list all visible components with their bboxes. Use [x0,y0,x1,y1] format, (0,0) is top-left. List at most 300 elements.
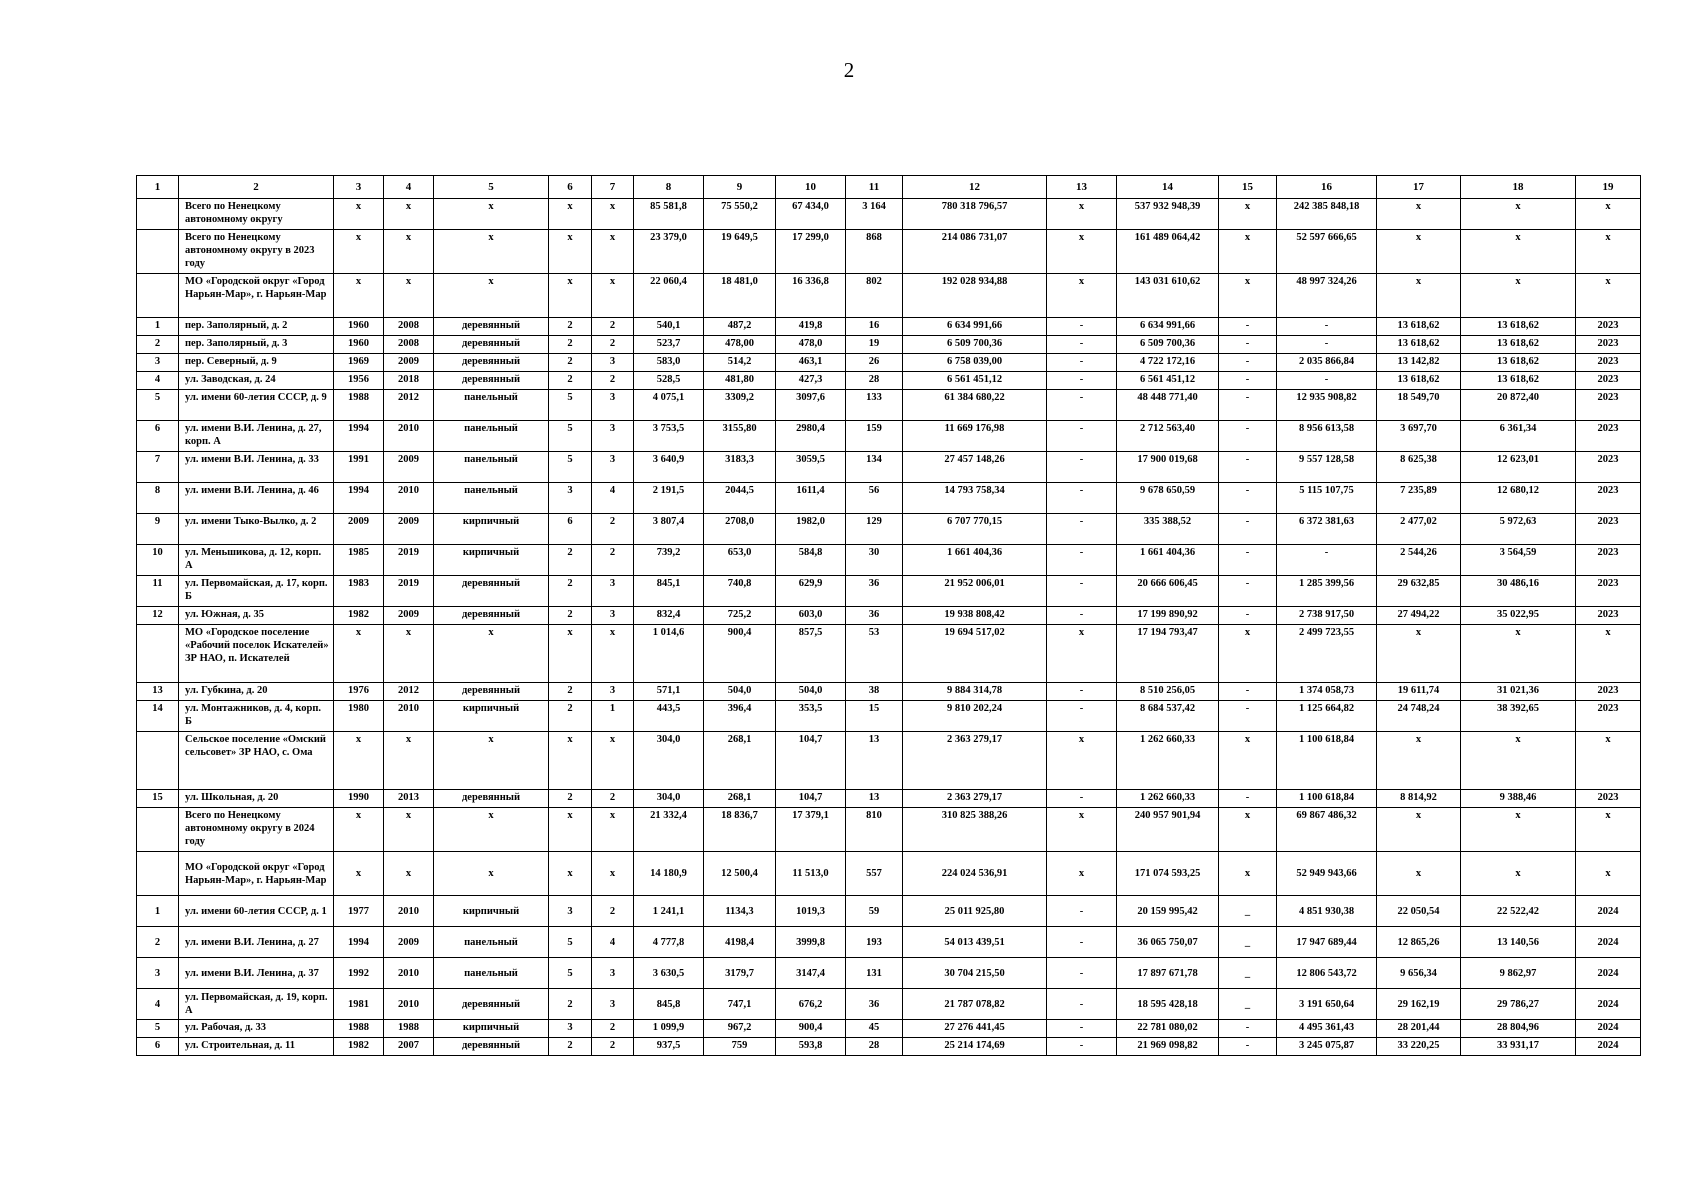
table-cell: 104,7 [776,732,846,790]
table-cell: 3309,2 [704,390,776,421]
table-cell: - [1219,1038,1277,1056]
table-cell: 28 [846,1038,903,1056]
table-cell: 2023 [1576,483,1641,514]
table-cell: 4 [592,483,634,514]
table-cell: _ [1219,989,1277,1020]
table-cell: x [1461,732,1576,790]
table-cell: 2009 [384,927,434,958]
table-cell: 3 [549,896,592,927]
table-cell: x [1461,199,1576,230]
table-cell: 1981 [334,989,384,1020]
column-number-cell: 8 [634,176,704,199]
table-cell: - [1219,452,1277,483]
table-cell: 6 561 451,12 [1117,372,1219,390]
table-cell: 19 [846,336,903,354]
table-row [137,274,1641,318]
table-cell: 6 634 991,66 [1117,318,1219,336]
table-cell: 353,5 [776,701,846,732]
table-row [137,1020,1641,1038]
table-cell: 12 806 543,72 [1277,958,1377,989]
table-cell: 48 448 771,40 [1117,390,1219,421]
table-cell: 4 [137,372,179,390]
table-cell: x [592,852,634,896]
table-cell: x [334,230,384,274]
table-cell: 1 014,6 [634,625,704,683]
table-cell: 2 [549,790,592,808]
table-cell: 2 [549,336,592,354]
table-cell: 36 [846,989,903,1020]
column-number-cell: 3 [334,176,384,199]
address-cell: ул. Губкина, д. 20 [179,683,334,701]
table-cell: - [1277,545,1377,576]
table-cell: 310 825 388,26 [903,808,1047,852]
table-cell: 1983 [334,576,384,607]
table-cell: x [592,732,634,790]
table-cell: 583,0 [634,354,704,372]
table-cell: 2 499 723,55 [1277,625,1377,683]
table-cell: 14 [137,701,179,732]
address-cell: ул. Меньшикова, д. 12, корп. А [179,545,334,576]
table-cell: x [334,199,384,230]
table-cell: 143 031 610,62 [1117,274,1219,318]
table-cell: 2 712 563,40 [1117,421,1219,452]
address-cell: ул. имени В.И. Ленина, д. 37 [179,958,334,989]
table-cell: - [1047,683,1117,701]
table-cell: 129 [846,514,903,545]
table-cell: 12 [137,607,179,625]
table-cell: 593,8 [776,1038,846,1056]
table-cell: 3 630,5 [634,958,704,989]
table-cell: 4 075,1 [634,390,704,421]
table-cell: 15 [846,701,903,732]
table-cell: 45 [846,1020,903,1038]
table-cell: - [1219,683,1277,701]
table-cell: x [1461,625,1576,683]
table-cell: 14 180,9 [634,852,704,896]
address-cell: Всего по Ненецкому автономному округу в 2023 году [179,230,334,274]
table-cell: 3 564,59 [1461,545,1576,576]
table-cell: 5 972,63 [1461,514,1576,545]
table-cell: - [1219,514,1277,545]
table-row [137,545,1641,576]
table-cell: 19 611,74 [1377,683,1461,701]
address-cell: ул. имени В.И. Ленина, д. 27, корп. А [179,421,334,452]
table-cell: 3179,7 [704,958,776,989]
table-cell: 2023 [1576,576,1641,607]
table-cell: x [334,852,384,896]
table-cell: x [384,274,434,318]
table-cell: 2023 [1576,421,1641,452]
table-cell: 13 [137,683,179,701]
table-cell: 3 [592,576,634,607]
table-cell: 28 [846,372,903,390]
table-cell: 3 [592,683,634,701]
table-cell: x [592,199,634,230]
table-cell: 676,2 [776,989,846,1020]
table-cell: 2 [549,318,592,336]
table-cell: 2024 [1576,1020,1641,1038]
table-cell: деревянный [434,354,549,372]
table-cell: x [1461,230,1576,274]
table-cell: 1994 [334,421,384,452]
table-cell: 17 897 671,78 [1117,958,1219,989]
table-cell: 1 100 618,84 [1277,732,1377,790]
table-cell: 304,0 [634,732,704,790]
table-cell: 54 013 439,51 [903,927,1047,958]
table-cell: x [1461,852,1576,896]
table-cell: 159 [846,421,903,452]
table-row [137,808,1641,852]
table-cell: 2023 [1576,390,1641,421]
table-cell: 2023 [1576,683,1641,701]
table-cell: 38 392,65 [1461,701,1576,732]
table-cell: 478,0 [776,336,846,354]
table-cell: 12 680,12 [1461,483,1576,514]
table-cell: 3 807,4 [634,514,704,545]
table-row [137,852,1641,896]
table-cell: 2044,5 [704,483,776,514]
table-cell: 2 [549,701,592,732]
table-cell: 4 722 172,16 [1117,354,1219,372]
table-cell: 2023 [1576,607,1641,625]
column-number-cell: 7 [592,176,634,199]
address-cell: ул. имени В.И. Ленина, д. 46 [179,483,334,514]
table-cell: 13 618,62 [1377,372,1461,390]
table-row [137,927,1641,958]
table-cell: 22 522,42 [1461,896,1576,927]
table-cell: 504,0 [704,683,776,701]
table-cell: 2018 [384,372,434,390]
table-cell: 12 865,26 [1377,927,1461,958]
table-cell: 2 191,5 [634,483,704,514]
table-cell: 2024 [1576,927,1641,958]
table-cell: 6 634 991,66 [903,318,1047,336]
table-cell: 1992 [334,958,384,989]
table-cell: 747,1 [704,989,776,1020]
table-cell: 2 [592,372,634,390]
table-cell: 7 [137,452,179,483]
table-cell: 1956 [334,372,384,390]
table-cell [137,274,179,318]
address-cell: пер. Северный, д. 9 [179,354,334,372]
table-cell: x [334,274,384,318]
column-number-cell: 17 [1377,176,1461,199]
table-cell: 33 220,25 [1377,1038,1461,1056]
table-cell: 2 [592,1038,634,1056]
table-cell: 67 434,0 [776,199,846,230]
address-cell: ул. Первомайская, д. 17, корп. Б [179,576,334,607]
table-cell: 481,80 [704,372,776,390]
table-cell: - [1219,421,1277,452]
table-cell: кирпичный [434,896,549,927]
table-cell: 21 952 006,01 [903,576,1047,607]
table-row [137,336,1641,354]
table-cell: 1985 [334,545,384,576]
table-cell: 3999,8 [776,927,846,958]
table-cell: x [1047,625,1117,683]
table-cell: x [549,852,592,896]
table-cell: 540,1 [634,318,704,336]
table-cell: 3 [592,452,634,483]
table-row [137,683,1641,701]
table-cell: 17 199 890,92 [1117,607,1219,625]
address-cell: Всего по Ненецкому автономному округу [179,199,334,230]
table-cell: _ [1219,958,1277,989]
table-cell: 8 956 613,58 [1277,421,1377,452]
table-cell: панельный [434,958,549,989]
table-cell: x [1576,274,1641,318]
table-cell: 1982,0 [776,514,846,545]
table-cell: 2010 [384,701,434,732]
table-cell: 161 489 064,42 [1117,230,1219,274]
table-cell: 20 872,40 [1461,390,1576,421]
table-cell: x [384,732,434,790]
address-cell: Сельское поселение «Омский сельсовет» ЗР НАО, с. Ома [179,732,334,790]
table-cell: 802 [846,274,903,318]
table-cell: - [1047,958,1117,989]
table-cell: 240 957 901,94 [1117,808,1219,852]
table-cell: - [1219,390,1277,421]
table-cell: панельный [434,452,549,483]
table-cell: 4 495 361,43 [1277,1020,1377,1038]
table-cell: 3 [592,958,634,989]
table-cell: 2023 [1576,545,1641,576]
table-cell: 967,2 [704,1020,776,1038]
table-cell: 2 [549,1038,592,1056]
table-cell: 2 [549,683,592,701]
table-cell: x [1219,808,1277,852]
table-cell: 810 [846,808,903,852]
table-cell: деревянный [434,790,549,808]
table-cell: 3147,4 [776,958,846,989]
table-row [137,514,1641,545]
table-cell: 8 [137,483,179,514]
table-cell: - [1219,372,1277,390]
table-cell: 268,1 [704,732,776,790]
table-cell: x [1461,808,1576,852]
table-cell: 3097,6 [776,390,846,421]
table-row [137,230,1641,274]
table-cell: 4198,4 [704,927,776,958]
table-cell: 3 753,5 [634,421,704,452]
table-cell: 28 804,96 [1461,1020,1576,1038]
table-cell: 1994 [334,927,384,958]
table-cell: 2010 [384,989,434,1020]
table-cell: 21 332,4 [634,808,704,852]
table-cell: - [1219,336,1277,354]
table-cell: 832,4 [634,607,704,625]
table-cell: 18 549,70 [1377,390,1461,421]
address-cell: Всего по Ненецкому автономному округу в 2024 году [179,808,334,852]
table-cell: x [549,199,592,230]
table-cell: 53 [846,625,903,683]
table-cell: x [434,274,549,318]
table-cell: - [1047,1020,1117,1038]
table-cell: - [1219,545,1277,576]
table-cell: 9 678 650,59 [1117,483,1219,514]
table-cell: - [1047,421,1117,452]
table-cell: 1982 [334,607,384,625]
table-cell: x [1377,199,1461,230]
table-cell: 523,7 [634,336,704,354]
table-cell: x [434,199,549,230]
table-cell: 9 557 128,58 [1277,452,1377,483]
table-cell: 5 [549,421,592,452]
table-row [137,958,1641,989]
table-cell: 868 [846,230,903,274]
column-number-cell: 13 [1047,176,1117,199]
table-cell: 557 [846,852,903,896]
table-cell: 2023 [1576,790,1641,808]
table-row [137,732,1641,790]
table-cell: 6 361,34 [1461,421,1576,452]
table-cell: 2 [549,372,592,390]
table-cell: - [1047,452,1117,483]
table-cell: 2008 [384,336,434,354]
table-cell: 3 [137,354,179,372]
table-cell: 1 262 660,33 [1117,790,1219,808]
table-cell: 419,8 [776,318,846,336]
table-cell: x [1047,230,1117,274]
table-cell: 131 [846,958,903,989]
table-cell: x [549,732,592,790]
table-cell: 16 336,8 [776,274,846,318]
table-cell: 19 938 808,42 [903,607,1047,625]
table-row [137,607,1641,625]
table-cell: 7 235,89 [1377,483,1461,514]
table-cell: 8 814,92 [1377,790,1461,808]
table-cell: 1990 [334,790,384,808]
table-cell: 2010 [384,958,434,989]
table-row [137,625,1641,683]
table-cell: панельный [434,483,549,514]
table-cell: x [1047,732,1117,790]
table-cell: 9 884 314,78 [903,683,1047,701]
table-cell: 487,2 [704,318,776,336]
table-cell: - [1047,390,1117,421]
column-number-cell: 2 [179,176,334,199]
table-cell: 2 [592,790,634,808]
column-number-cell: 12 [903,176,1047,199]
address-cell: МО «Городской округ «Город Нарьян-Мар», г. Нарьян-Мар [179,274,334,318]
table-cell: 8 684 537,42 [1117,701,1219,732]
table-cell: - [1219,607,1277,625]
table-cell: 2024 [1576,896,1641,927]
table-cell: x [334,732,384,790]
table-cell: 35 022,95 [1461,607,1576,625]
column-number-cell: 11 [846,176,903,199]
table-cell: x [1219,625,1277,683]
table-cell: 1 [137,318,179,336]
table-cell: - [1047,514,1117,545]
table-cell: x [434,625,549,683]
table-cell: 2 [592,318,634,336]
table-cell: 2024 [1576,989,1641,1020]
table-cell: - [1277,336,1377,354]
table-cell: 13 142,82 [1377,354,1461,372]
table-cell: 29 632,85 [1377,576,1461,607]
column-number-cell: 5 [434,176,549,199]
table-cell: 56 [846,483,903,514]
table-cell: деревянный [434,336,549,354]
table-cell: деревянный [434,576,549,607]
table-cell: 17 900 019,68 [1117,452,1219,483]
table-cell: 30 [846,545,903,576]
table-cell: 6 [137,1038,179,1056]
table-cell: 17 194 793,47 [1117,625,1219,683]
table-row [137,390,1641,421]
table-cell: 11 [137,576,179,607]
table-cell: 2023 [1576,452,1641,483]
table-cell: 1 661 404,36 [903,545,1047,576]
table-cell: x [1461,274,1576,318]
table-cell: 900,4 [776,1020,846,1038]
table-cell: 2010 [384,483,434,514]
table-cell: - [1047,336,1117,354]
table-cell: - [1219,1020,1277,1038]
table-cell: 13 618,62 [1461,318,1576,336]
table-cell: 134 [846,452,903,483]
table-cell: 1 [137,896,179,927]
table-cell: x [1047,808,1117,852]
table-cell: - [1277,318,1377,336]
table-cell: 1988 [334,1020,384,1038]
table-cell: 9 810 202,24 [903,701,1047,732]
table-cell: 2019 [384,545,434,576]
table-cell: x [384,625,434,683]
table-cell: кирпичный [434,514,549,545]
table-cell: 13 140,56 [1461,927,1576,958]
table-cell: - [1219,318,1277,336]
table-cell: деревянный [434,372,549,390]
table-cell: 12 935 908,82 [1277,390,1377,421]
table-cell: x [434,808,549,852]
table-cell: 514,2 [704,354,776,372]
table-cell: _ [1219,896,1277,927]
table-cell: 19 694 517,02 [903,625,1047,683]
table-cell: 427,3 [776,372,846,390]
table-cell: деревянный [434,683,549,701]
table-cell: 2023 [1576,354,1641,372]
column-number-cell: 16 [1277,176,1377,199]
table-cell: 133 [846,390,903,421]
table-cell: 2 477,02 [1377,514,1461,545]
table-cell: x [334,808,384,852]
table-cell: 2 [549,607,592,625]
table-cell: 14 793 758,34 [903,483,1047,514]
table-cell: панельный [434,421,549,452]
table-cell: x [549,808,592,852]
table-cell: 2023 [1576,336,1641,354]
table-cell [137,852,179,896]
table-cell: x [384,808,434,852]
table-cell: 1976 [334,683,384,701]
table-cell: 1969 [334,354,384,372]
table-cell: 900,4 [704,625,776,683]
table-cell: 653,0 [704,545,776,576]
table-cell: 5 [549,390,592,421]
address-cell: пер. Заполярный, д. 2 [179,318,334,336]
table-row [137,483,1641,514]
table-cell: - [1047,318,1117,336]
table-cell: 5 [549,958,592,989]
table-cell: 1982 [334,1038,384,1056]
table-cell: 2023 [1576,514,1641,545]
table-cell: 16 [846,318,903,336]
table-row [137,576,1641,607]
table-cell: - [1047,1038,1117,1056]
table-cell: 3 [592,354,634,372]
